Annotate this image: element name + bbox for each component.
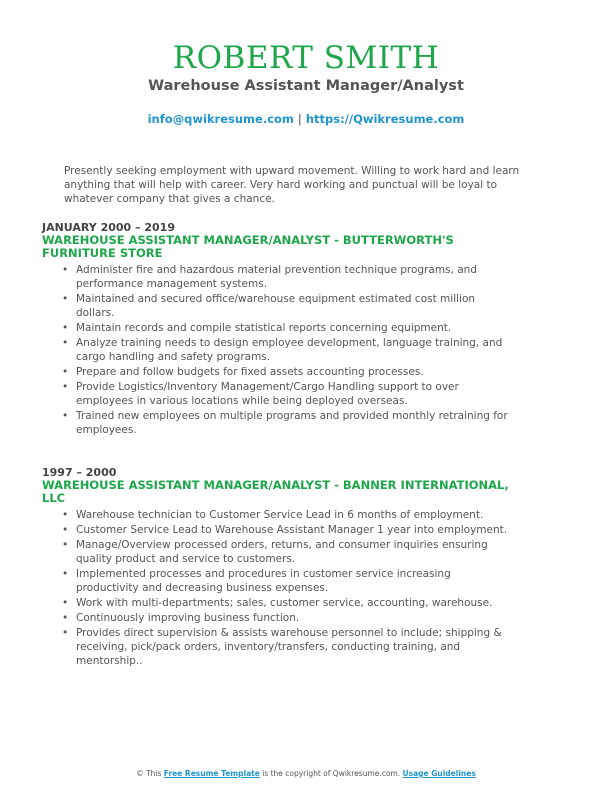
candidate-title: Warehouse Assistant Manager/Analyst [148,78,464,94]
candidate-name: ROBERT SMITH [172,40,440,76]
bullet-icon: • [62,597,69,609]
bullet-icon: • [62,627,69,639]
bullet-icon: • [62,293,69,305]
bullet-icon: • [62,337,69,349]
footer-prefix: © This [136,769,162,778]
job-duties-list [42,508,542,668]
copyright-footer [0,769,612,778]
contact-separator: | [297,112,302,126]
job-title: WAREHOUSE ASSISTANT MANAGER/ANALYST - BANNER INTERNATIONAL, LLC [42,478,509,505]
job-duties-list [42,263,542,437]
duty-item: • Manage/Overview processed orders, returns, and consumer inquiries ensuring quality product and service to customers. [62,539,488,565]
bullet-icon: • [62,366,69,378]
email-link[interactable]: info@qwikresume.com [147,112,294,126]
bullet-icon: • [62,524,69,536]
duty-item: • Provide Logistics/Inventory Management/Cargo Handling support to over employees in various locations while being deployed overseas. [62,381,459,407]
summary-paragraph: Presently seeking employment with upward movement. Willing to work hard and learn anything that will help with career. Very hard working and punctual will be loyal to whatever company that gives a chance. [64,165,520,205]
duty-item: • Analyze training needs to design employee development, language training, and cargo handling and safety programs. [62,337,503,363]
duty-item: • Customer Service Lead to Warehouse Assistant Manager 1 year into employment. [62,524,508,536]
job-entry-2 [42,466,542,669]
duty-item: • Prepare and follow budgets for fixed assets accounting processes. [62,366,424,378]
duty-item: • Provides direct supervision & assists warehouse personnel to include; shipping & receiving, pick/pack orders, inventory/transfers, conducting training, and mentorship.. [62,627,502,667]
duty-item: • Continuously improving business function. [62,612,300,624]
duty-item: • Warehouse technician to Customer Service Lead in 6 months of employment. [62,509,484,521]
footer-middle: is the copyright of Qwikresume.com. [262,769,401,778]
bullet-icon: • [62,322,69,334]
bullet-icon: • [62,410,69,422]
bullet-icon: • [62,264,69,276]
job-entry-1 [42,221,542,438]
usage-guidelines-link[interactable]: Usage Guidelines [402,769,476,778]
contact-line [0,112,612,126]
bullet-icon: • [62,539,69,551]
job-title: WAREHOUSE ASSISTANT MANAGER/ANALYST - BUTTERWORTH'S FURNITURE STORE [42,233,454,260]
bullet-icon: • [62,568,69,580]
duty-item: • Administer fire and hazardous material prevention technique programs, and performance management systems. [62,264,477,290]
duty-item: • Trained new employees on multiple programs and provided monthly retraining for employees. [62,410,508,436]
website-link[interactable]: https://Qwikresume.com [305,112,465,126]
bullet-icon: • [62,381,69,393]
duty-item: • Maintained and secured office/warehouse equipment estimated cost million dollars. [62,293,476,319]
duty-item: • Work with multi-departments; sales, customer service, accounting, warehouse. [62,597,493,609]
job-dates: 1997 – 2000 [42,466,117,479]
duty-item: • Implemented processes and procedures in customer service increasing productivity and decreasing business expenses. [62,568,451,594]
bullet-icon: • [62,509,69,521]
duty-item: • Maintain records and compile statistical reports concerning equipment. [62,322,452,334]
job-dates: JANUARY 2000 – 2019 [42,221,175,234]
bullet-icon: • [62,612,69,624]
free-resume-template-link[interactable]: Free Resume Template [163,769,260,778]
